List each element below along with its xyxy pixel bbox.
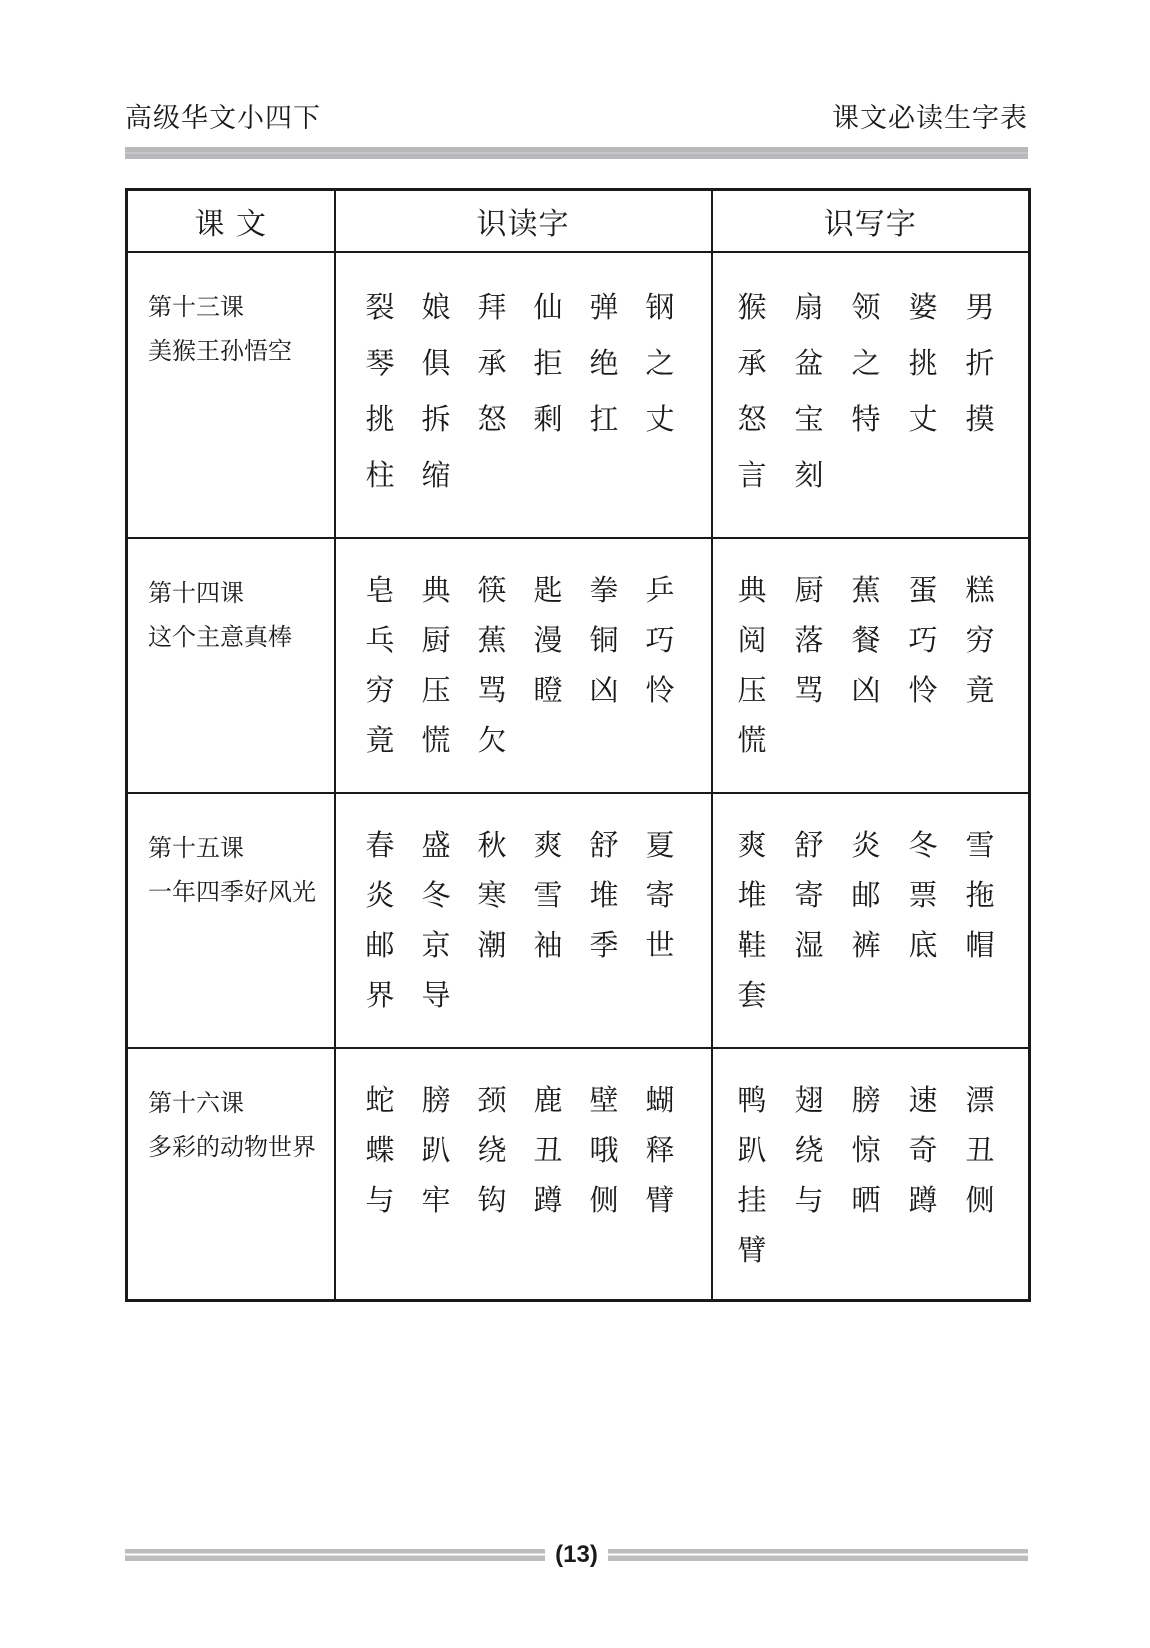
character: 蹲 [908, 1183, 938, 1217]
character: 怜 [908, 673, 938, 707]
section-title: 课文必读生字表 [832, 103, 1028, 134]
lesson-cell [127, 252, 335, 538]
character: 竟 [965, 673, 995, 707]
character: 哦 [589, 1133, 619, 1167]
character: 扇 [794, 290, 824, 324]
write-chars-cell [712, 538, 1030, 793]
character: 界 [365, 978, 395, 1012]
lesson-info [128, 794, 334, 914]
lesson-info [128, 253, 334, 373]
character: 与 [794, 1183, 824, 1217]
character: 领 [851, 290, 881, 324]
character: 厨 [794, 573, 824, 607]
character: 套 [737, 978, 767, 1012]
character: 琴 [365, 346, 395, 380]
lesson-number: 第十三课 [148, 293, 244, 321]
character: 春 [365, 828, 395, 862]
page-footer [125, 1540, 1028, 1570]
character: 爽 [737, 828, 767, 862]
lesson-info [128, 1049, 334, 1169]
character: 折 [965, 346, 995, 380]
lesson-info [128, 539, 334, 659]
character: 裂 [365, 290, 395, 324]
character: 堆 [589, 878, 619, 912]
character: 乓 [365, 623, 395, 657]
character: 典 [421, 573, 451, 607]
character: 铜 [589, 623, 619, 657]
column-header-lesson: 课 文 [127, 190, 335, 253]
write-chars-cell [712, 252, 1030, 538]
character: 宝 [794, 402, 824, 436]
character: 竟 [365, 723, 395, 757]
column-header-read-chars: 识读字 [335, 190, 712, 253]
read-chars-grid [336, 794, 711, 1032]
character: 穷 [965, 623, 995, 657]
column-header-write-chars: 识写字 [712, 190, 1030, 253]
character: 拆 [421, 402, 451, 436]
character: 季 [589, 928, 619, 962]
character: 挑 [365, 402, 395, 436]
lesson-title: 一年四季好风光 [148, 878, 316, 906]
write-chars-cell [712, 1048, 1030, 1301]
character: 寄 [794, 878, 824, 912]
table-row [127, 793, 1030, 1048]
character: 刻 [794, 458, 824, 492]
lesson-cell [127, 793, 335, 1048]
table-row [127, 252, 1030, 538]
character: 世 [645, 928, 675, 962]
character: 摸 [965, 402, 995, 436]
character: 皂 [365, 573, 395, 607]
character: 炎 [365, 878, 395, 912]
character: 巧 [645, 623, 675, 657]
character: 绕 [794, 1133, 824, 1167]
character: 落 [794, 623, 824, 657]
character: 挂 [737, 1183, 767, 1217]
character: 猴 [737, 290, 767, 324]
character: 臂 [645, 1183, 675, 1217]
character: 票 [908, 878, 938, 912]
read-chars-cell [335, 252, 712, 538]
character: 言 [737, 458, 767, 492]
character: 特 [851, 402, 881, 436]
lesson-title: 多彩的动物世界 [148, 1133, 316, 1161]
character: 晒 [851, 1183, 881, 1217]
character: 仙 [533, 290, 563, 324]
character: 底 [908, 928, 938, 962]
character: 奇 [908, 1133, 938, 1167]
character: 京 [421, 928, 451, 962]
write-chars-cell [712, 793, 1030, 1048]
write-chars-grid [713, 794, 1029, 1032]
character: 潮 [477, 928, 507, 962]
character: 惊 [851, 1133, 881, 1167]
character: 慌 [421, 723, 451, 757]
character: 蛋 [908, 573, 938, 607]
character: 丑 [533, 1133, 563, 1167]
character: 膀 [851, 1083, 881, 1117]
character: 蝴 [645, 1083, 675, 1117]
character: 速 [908, 1083, 938, 1117]
footer-rule-right [608, 1549, 1028, 1561]
character: 怒 [737, 402, 767, 436]
character: 钩 [477, 1183, 507, 1217]
character: 压 [421, 673, 451, 707]
character: 阅 [737, 623, 767, 657]
lesson-number: 第十六课 [148, 1089, 244, 1117]
character: 挑 [908, 346, 938, 380]
character: 凶 [589, 673, 619, 707]
character: 承 [477, 346, 507, 380]
character: 怒 [477, 402, 507, 436]
character: 炎 [851, 828, 881, 862]
character: 帽 [965, 928, 995, 962]
character: 侧 [965, 1183, 995, 1217]
lesson-title: 美猴王孙悟空 [148, 337, 292, 365]
character: 舒 [794, 828, 824, 862]
character: 裤 [851, 928, 881, 962]
character: 柱 [365, 458, 395, 492]
write-chars-grid [713, 1049, 1029, 1287]
lesson-title: 这个主意真棒 [148, 623, 292, 651]
character: 男 [965, 290, 995, 324]
character: 侧 [589, 1183, 619, 1217]
character: 雪 [965, 828, 995, 862]
character: 盛 [421, 828, 451, 862]
character: 蹲 [533, 1183, 563, 1217]
character: 筷 [477, 573, 507, 607]
character: 鞋 [737, 928, 767, 962]
character: 婆 [908, 290, 938, 324]
write-chars-grid [713, 539, 1029, 777]
character: 怜 [645, 673, 675, 707]
character: 厨 [421, 623, 451, 657]
character-table [125, 188, 1031, 1302]
character: 拳 [589, 573, 619, 607]
read-chars-grid [336, 1049, 711, 1237]
character: 秋 [477, 828, 507, 862]
character: 钢 [645, 290, 675, 324]
character: 漫 [533, 623, 563, 657]
character: 蛇 [365, 1083, 395, 1117]
header-divider [125, 147, 1028, 159]
read-chars-grid [336, 539, 711, 777]
character: 骂 [477, 673, 507, 707]
character: 餐 [851, 623, 881, 657]
character: 乒 [645, 573, 675, 607]
character: 拖 [965, 878, 995, 912]
character: 壁 [589, 1083, 619, 1117]
character: 趴 [421, 1133, 451, 1167]
character: 膀 [421, 1083, 451, 1117]
character: 漂 [965, 1083, 995, 1117]
character: 压 [737, 673, 767, 707]
character: 剩 [533, 402, 563, 436]
table-row [127, 538, 1030, 793]
character: 瞪 [533, 673, 563, 707]
character: 袖 [533, 928, 563, 962]
character: 舒 [589, 828, 619, 862]
character: 俱 [421, 346, 451, 380]
character: 颈 [477, 1083, 507, 1117]
character: 爽 [533, 828, 563, 862]
character: 湿 [794, 928, 824, 962]
read-chars-cell [335, 793, 712, 1048]
lesson-cell [127, 1048, 335, 1301]
character: 缩 [421, 458, 451, 492]
character: 之 [851, 346, 881, 380]
character: 导 [421, 978, 451, 1012]
character: 扛 [589, 402, 619, 436]
table-header-row [127, 190, 1030, 253]
character: 丑 [965, 1133, 995, 1167]
character: 冬 [421, 878, 451, 912]
table-row [127, 1048, 1030, 1301]
character: 蕉 [477, 623, 507, 657]
character: 拜 [477, 290, 507, 324]
character: 牢 [421, 1183, 451, 1217]
character: 鸭 [737, 1083, 767, 1117]
page-number: (13) [555, 1541, 598, 1568]
character: 寒 [477, 878, 507, 912]
write-chars-grid [713, 253, 1029, 515]
character: 寄 [645, 878, 675, 912]
character: 鹿 [533, 1083, 563, 1117]
character: 弹 [589, 290, 619, 324]
character: 拒 [533, 346, 563, 380]
character: 糕 [965, 573, 995, 607]
character: 穷 [365, 673, 395, 707]
character: 绝 [589, 346, 619, 380]
character: 雪 [533, 878, 563, 912]
character: 蕉 [851, 573, 881, 607]
character: 与 [365, 1183, 395, 1217]
read-chars-grid [336, 253, 711, 515]
read-chars-cell [335, 538, 712, 793]
character: 娘 [421, 290, 451, 324]
character: 典 [737, 573, 767, 607]
character: 邮 [365, 928, 395, 962]
character: 邮 [851, 878, 881, 912]
character: 释 [645, 1133, 675, 1167]
character: 之 [645, 346, 675, 380]
character: 夏 [645, 828, 675, 862]
character: 趴 [737, 1133, 767, 1167]
lesson-number: 第十四课 [148, 579, 244, 607]
character: 冬 [908, 828, 938, 862]
character: 承 [737, 346, 767, 380]
character: 巧 [908, 623, 938, 657]
lesson-cell [127, 538, 335, 793]
read-chars-cell [335, 1048, 712, 1301]
character: 凶 [851, 673, 881, 707]
character: 匙 [533, 573, 563, 607]
character: 丈 [908, 402, 938, 436]
character: 丈 [645, 402, 675, 436]
character: 翅 [794, 1083, 824, 1117]
character: 绕 [477, 1133, 507, 1167]
character: 骂 [794, 673, 824, 707]
book-title: 高级华文小四下 [125, 103, 321, 134]
character: 欠 [477, 723, 507, 757]
character: 堆 [737, 878, 767, 912]
character: 盆 [794, 346, 824, 380]
lesson-number: 第十五课 [148, 834, 244, 862]
character: 蝶 [365, 1133, 395, 1167]
character: 慌 [737, 723, 767, 757]
character: 臂 [737, 1233, 767, 1267]
